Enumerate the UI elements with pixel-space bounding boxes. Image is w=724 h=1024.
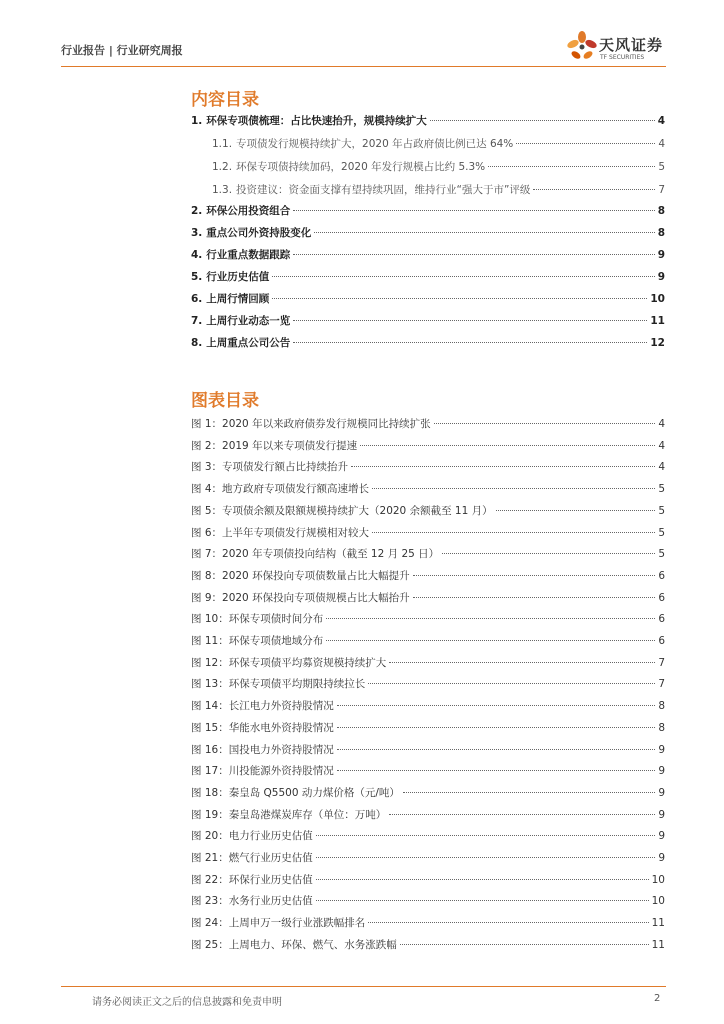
dot-leader [293, 254, 654, 255]
toc-entry-title: 环保专项债梳理：占比快速抬升，规模持续扩大 [206, 115, 427, 127]
figure-entry-title: 图 17：川投能源外资持股情况 [191, 765, 334, 778]
toc-entry-number: 1.1. [212, 138, 233, 150]
dot-leader [316, 835, 656, 836]
figure-entry-title: 图 14：长江电力外资持股情况 [191, 700, 334, 713]
figure-entry[interactable] [191, 698, 665, 716]
figure-entry-title: 图 19：秦皇岛港煤炭库存（单位：万吨） [191, 808, 387, 821]
dot-leader [368, 922, 648, 923]
toc-entry-title: 专项债发行规模持续扩大，2020 年占政府债比例已达 64% [236, 138, 514, 150]
toc-entry[interactable] [191, 335, 665, 353]
figure-entry[interactable] [191, 937, 665, 955]
figure-entry-page: 10 [651, 873, 665, 886]
dot-leader [337, 705, 656, 706]
figure-entry-page: 11 [651, 917, 665, 930]
figure-entry-title: 图 20：电力行业历史估值 [191, 830, 313, 843]
footer-disclaimer: 请务必阅读正文之后的信息披露和免责申明 [92, 997, 282, 1008]
brand-subtitle: TF SECURITIES [600, 54, 645, 61]
figure-entry-title: 图 12：环保专项债平均募资规模持续扩大 [191, 656, 387, 669]
toc-entry[interactable] [191, 291, 665, 309]
dot-leader [314, 232, 654, 233]
figure-entry-title: 图 5：专项债余额及限额规模持续扩大（2020 余额截至 11 月） [191, 504, 493, 517]
figure-entry[interactable] [191, 416, 665, 434]
toc-entry-number: 8. [191, 337, 203, 349]
brand-logo [567, 30, 667, 64]
figure-entry-title: 图 1：2020 年以来政府债券发行规模同比持续扩张 [191, 418, 431, 430]
toc-entry[interactable] [191, 203, 665, 221]
figure-entry-page: 7 [658, 678, 665, 691]
toc-entry-number: 1. [191, 115, 203, 127]
figure-entry[interactable] [191, 915, 665, 933]
figure-entry-page: 8 [658, 700, 665, 713]
dot-leader [372, 488, 655, 489]
figure-entry-title: 图 4：地方政府专项债发行额高速增长 [191, 483, 370, 496]
figure-entry-page: 5 [658, 526, 665, 539]
dot-leader [316, 900, 649, 901]
dot-leader [389, 662, 655, 663]
footer-divider [61, 986, 666, 987]
dot-leader [516, 143, 655, 144]
dot-leader [272, 298, 647, 299]
toc-entry-number: 7. [191, 315, 203, 327]
figure-entry[interactable] [191, 807, 665, 825]
dot-leader [372, 532, 655, 533]
figure-entry[interactable] [191, 893, 665, 911]
figure-entry-title: 图 15：华能水电外资持股情况 [191, 721, 334, 734]
dot-leader [351, 466, 655, 467]
figure-entry[interactable] [191, 611, 665, 629]
figure-entry-page: 7 [658, 656, 665, 669]
figure-entry[interactable] [191, 633, 665, 651]
dot-leader [442, 553, 655, 554]
figure-entry-page: 5 [658, 548, 665, 561]
dot-leader [389, 814, 655, 815]
figure-entry[interactable] [191, 503, 665, 521]
figure-entry-title: 图 24：上周申万一级行业涨跌幅排名 [191, 917, 366, 930]
dot-leader [400, 944, 649, 945]
figure-entry[interactable] [191, 742, 665, 760]
figure-entry[interactable] [191, 438, 665, 456]
page-number: 2 [654, 993, 661, 1004]
figure-entry[interactable] [191, 481, 665, 499]
dot-leader [326, 640, 655, 641]
dot-leader [337, 770, 656, 771]
toc-entry-title: 重点公司外资持股变化 [206, 227, 312, 239]
figure-entry-title: 图 16：国投电力外资持股情况 [191, 743, 334, 756]
toc-entry[interactable] [212, 136, 665, 154]
dot-leader [368, 683, 655, 684]
figure-entry-page: 9 [658, 830, 665, 843]
dot-leader [403, 792, 655, 793]
toc-entry-number: 1.3. [212, 184, 233, 196]
figure-entry-title: 图 13：环保专项债平均期限持续拉长 [191, 678, 366, 691]
figure-entry-page: 6 [658, 569, 665, 582]
toc-entry-page: 11 [650, 315, 665, 327]
figure-entry[interactable] [191, 655, 665, 673]
toc-entry-page: 10 [650, 293, 665, 305]
toc-entry-page: 9 [657, 271, 665, 283]
figure-entry-page: 9 [658, 808, 665, 821]
figure-entry-title: 图 3：专项债发行额占比持续抬升 [191, 461, 349, 474]
toc-entry-title: 上周行业动态一览 [206, 315, 291, 327]
toc-entry-number: 6. [191, 293, 203, 305]
toc-title: 内容目录 [191, 90, 259, 110]
figure-entry-title: 图 6：上半年专项债发行规模相对较大 [191, 526, 370, 539]
dot-leader [293, 210, 654, 211]
figure-entry-page: 9 [658, 743, 665, 756]
figure-entry-title: 图 21：燃气行业历史估值 [191, 852, 313, 864]
dot-leader [488, 166, 655, 167]
figure-entry-title: 图 18：秦皇岛 Q5500 动力煤价格（元/吨） [191, 786, 400, 799]
dot-leader [326, 618, 655, 619]
dot-leader [496, 510, 656, 511]
figure-entry[interactable] [191, 785, 665, 803]
figure-entry-page: 5 [658, 483, 665, 496]
figure-entry-page: 6 [658, 635, 665, 647]
toc-entry-title: 环保专项债持续加码，2020 年发行规模占比约 5.3% [236, 161, 486, 173]
dot-leader [434, 423, 656, 424]
figure-entry-page: 11 [651, 938, 665, 951]
figure-entry[interactable] [191, 459, 665, 477]
dot-leader [533, 189, 655, 190]
dot-leader [293, 320, 647, 321]
toc-entry[interactable] [212, 182, 665, 200]
figure-entry-page: 9 [658, 786, 665, 799]
figure-entry-title: 图 10：环保专项债时间分布 [191, 613, 324, 626]
toc-entry-title: 上周行情回顾 [206, 293, 270, 305]
figure-entry-title: 图 8：2020 环保投向专项债数量占比大幅提升 [191, 569, 410, 582]
dot-leader [272, 276, 654, 277]
dot-leader [293, 342, 647, 343]
dot-leader [413, 575, 656, 576]
brand-flower-icon [567, 30, 597, 64]
figure-entry[interactable] [191, 828, 665, 846]
toc-entry-page: 8 [657, 205, 665, 217]
figure-entry[interactable] [191, 568, 665, 586]
figure-entry[interactable] [191, 590, 665, 608]
dot-leader [316, 879, 649, 880]
toc-entry-number: 3. [191, 227, 203, 239]
toc-entry-page: 4 [658, 138, 665, 150]
brand-name: 天风证券 [599, 36, 664, 54]
figure-entry-page: 8 [658, 721, 665, 734]
figure-entry-page: 5 [658, 504, 665, 517]
toc-entry-number: 5. [191, 271, 203, 283]
dot-leader [337, 727, 656, 728]
dot-leader [413, 597, 656, 598]
header-divider [61, 66, 666, 67]
toc-entry[interactable] [191, 269, 665, 287]
figure-entry-title: 图 11：环保专项债地域分布 [191, 635, 324, 647]
dot-leader [337, 749, 656, 750]
toc-entry[interactable] [191, 225, 665, 243]
figure-entry[interactable] [191, 720, 665, 738]
figure-entry-page: 6 [658, 613, 665, 626]
toc-entry-page: 9 [657, 249, 665, 261]
figure-entry-page: 4 [658, 418, 665, 430]
figure-entry[interactable] [191, 676, 665, 694]
toc-entry-page: 8 [657, 227, 665, 239]
toc-entry-title: 环保公用投资组合 [206, 205, 291, 217]
figure-entry-page: 10 [651, 895, 665, 908]
toc-entry[interactable] [191, 313, 665, 331]
figure-entry-page: 4 [658, 439, 665, 452]
toc-entry-page: 5 [658, 161, 665, 173]
figure-entry-title: 图 23：水务行业历史估值 [191, 895, 313, 908]
figure-entry-title: 图 7：2020 年专项债投向结构（截至 12 月 25 日） [191, 548, 440, 561]
report-category: 行业报告 | 行业研究周报 [61, 44, 183, 57]
toc-entry-number: 4. [191, 249, 203, 261]
toc-entry[interactable] [191, 113, 665, 131]
figure-entry-title: 图 9：2020 环保投向专项债规模占比大幅抬升 [191, 591, 410, 604]
figure-entry-page: 9 [658, 852, 665, 864]
figure-entry-page: 4 [658, 461, 665, 474]
figure-entry[interactable] [191, 872, 665, 890]
figure-entry[interactable] [191, 850, 665, 868]
figure-entry[interactable] [191, 525, 665, 543]
figure-entry-page: 6 [658, 591, 665, 604]
toc-entry[interactable] [212, 159, 665, 177]
toc-entry-title: 行业历史估值 [206, 271, 270, 283]
dot-leader [430, 120, 655, 121]
dot-leader [316, 857, 656, 858]
figure-entry-page: 9 [658, 765, 665, 778]
toc-entry-page: 12 [650, 337, 665, 349]
toc-entry-title: 上周重点公司公告 [206, 337, 291, 349]
page-header [61, 38, 666, 68]
figure-entry[interactable] [191, 763, 665, 781]
figure-entry[interactable] [191, 546, 665, 564]
figure-entry-title: 图 25：上周电力、环保、燃气、水务涨跌幅 [191, 938, 397, 951]
toc-entry-number: 2. [191, 205, 203, 217]
dot-leader [360, 445, 655, 446]
toc-entry-number: 1.2. [212, 161, 233, 173]
toc-entry-title: 行业重点数据跟踪 [206, 249, 291, 261]
toc-entry-page: 7 [658, 184, 665, 196]
figure-entry-title: 图 2：2019 年以来专项债发行提速 [191, 439, 358, 452]
figures-title: 图表目录 [191, 391, 259, 411]
figure-entry-title: 图 22：环保行业历史估值 [191, 873, 313, 886]
toc-entry-title: 投资建议：资金面支撑有望持续巩固，维持行业“强大于市”评级 [236, 184, 531, 196]
toc-entry[interactable] [191, 247, 665, 265]
toc-entry-page: 4 [657, 115, 665, 127]
